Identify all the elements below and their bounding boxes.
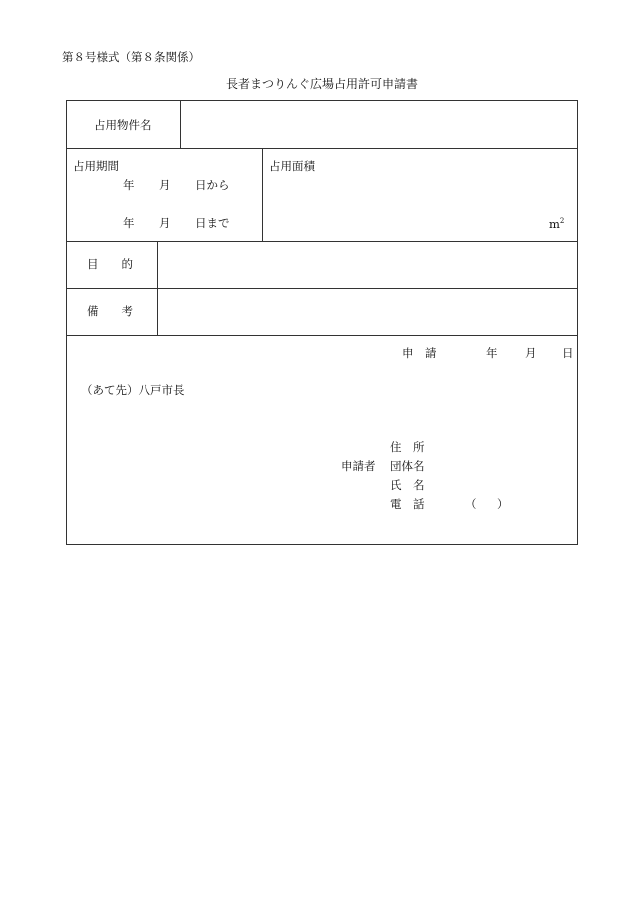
period-start-day: 日から — [195, 178, 230, 192]
area-unit: $m^2$ — [549, 216, 565, 231]
item-name-label: 占用物件名 — [94, 118, 152, 132]
addressee: （あて先）八戸市長 — [81, 383, 185, 397]
phone-label: 電 話 — [390, 497, 425, 511]
period-end-year: 年 — [123, 216, 135, 230]
phone-paren-close: ） — [497, 497, 509, 511]
row-divider — [67, 148, 577, 149]
item-name-field[interactable] — [181, 101, 577, 148]
group-name-label: 団体名 — [390, 459, 425, 473]
row-divider — [67, 335, 577, 336]
phone-paren-open: （ — [465, 497, 477, 511]
col-divider — [262, 148, 263, 241]
page-title: 長者まつりんぐ広場占用許可申請書 — [226, 77, 419, 91]
period-start-year: 年 — [123, 178, 135, 192]
remarks-label: 備 考 — [87, 304, 133, 318]
purpose-field[interactable] — [158, 242, 577, 288]
purpose-label: 目 的 — [87, 257, 133, 271]
period-label: 占用期間 — [73, 159, 119, 173]
period-end-month: 月 — [159, 216, 171, 230]
application-year: 年 — [486, 346, 498, 360]
application-date-label: 申 請 — [402, 346, 437, 360]
period-start-month: 月 — [159, 178, 171, 192]
remarks-field[interactable] — [158, 289, 577, 335]
applicant-label: 申請者 — [341, 459, 376, 473]
area-label: 占用面積 — [269, 159, 315, 173]
period-end-day: 日まで — [195, 216, 230, 230]
name-label: 氏 名 — [390, 478, 425, 492]
application-form — [66, 100, 578, 545]
form-number: 第８号様式（第８条関係） — [62, 50, 200, 64]
application-day: 日 — [562, 346, 574, 360]
address-label: 住 所 — [390, 440, 425, 454]
application-month: 月 — [525, 346, 537, 360]
